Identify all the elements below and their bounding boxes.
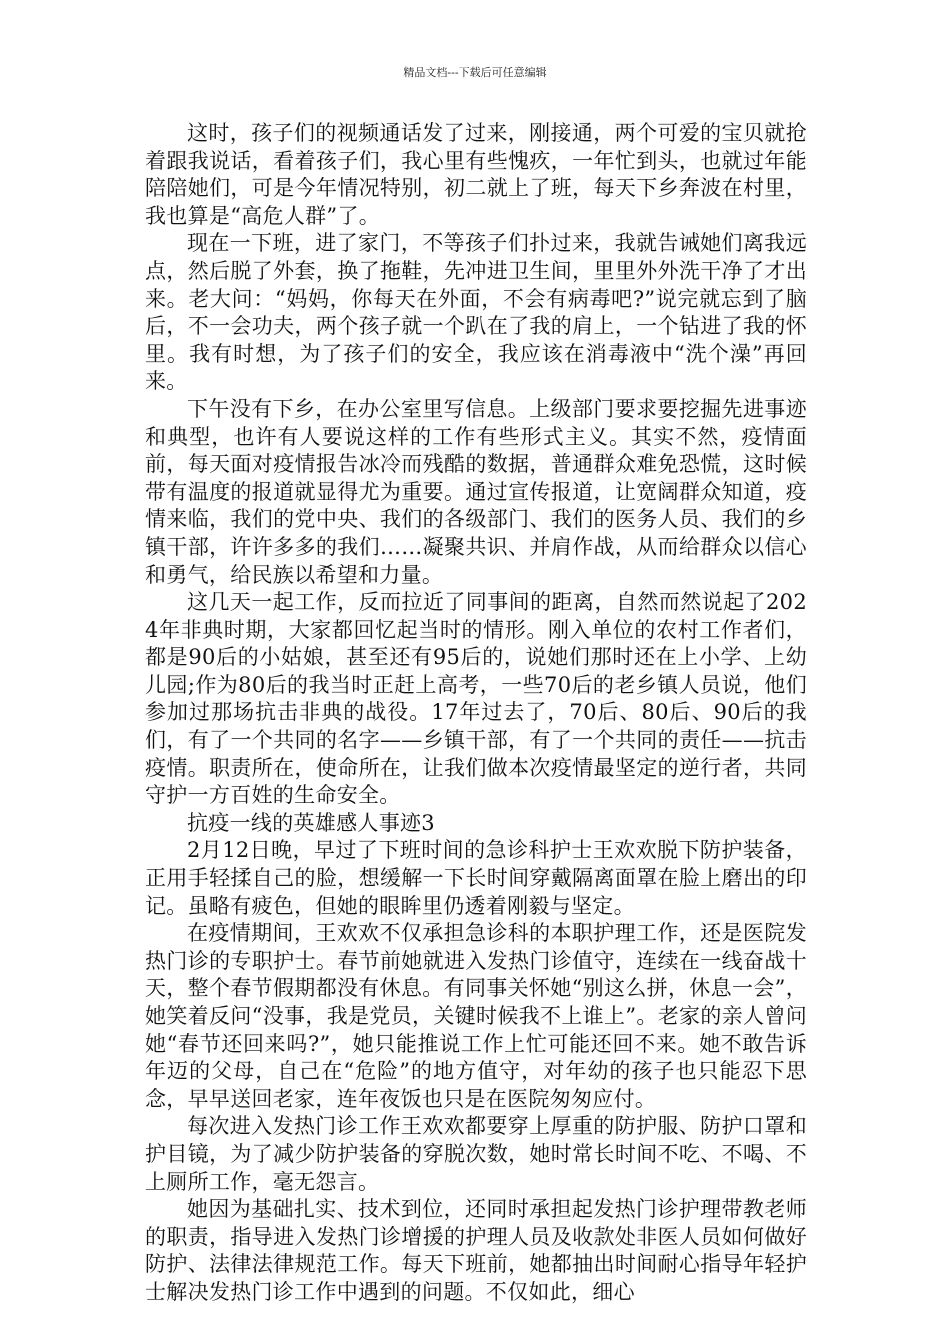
paragraph-2: 现在一下班，进了家门，不等孩子们扑过来，我就告诫她们离我远点，然后脱了外套，换了拖鞋，先冲进卫生间，里里外外洗干净了才出来。老大问：“妈妈，你每天在外面，不会有病毒吧?”说完就忘到了脑后，不一会功夫，两个孩子就一个趴在了我的肩上，一个钻进了我的怀里。我有时想，为了孩子们的安全，我应该在消毒液中“洗个澡”再回来。	[145, 231, 807, 394]
paragraph-5: 2月12日晚，早过了下班时间的急诊科护士王欢欢脱下防护装备，正用手轻揉自己的脸，想缓解一下长时间穿戴隔离面罩在脸上磨出的印记。虽略有疲色，但她的眼眸里仍透着刚毅与坚定。	[145, 838, 807, 918]
paragraph-1: 这时，孩子们的视频通话发了过来，刚接通，两个可爱的宝贝就抢着跟我说话，看着孩子们，我心里有些愧疚，一年忙到头，也就过年能陪陪她们，可是今年情况特别，初二就上了班，每天下乡奔波在村里，我也算是“高危人群”了。	[145, 121, 807, 228]
paragraph-7: 每次进入发热门诊工作王欢欢都要穿上厚重的防护服、防护口罩和护目镜，为了减少防护装备的穿脱次数，她时常长时间不吃、不喝、不上厕所工作，毫无怨言。	[145, 1114, 807, 1194]
paragraph-8: 她因为基础扎实、技术到位，还同时承担起发热门诊护理带教老师的职责，指导进入发热门诊增援的护理人员及收款处非医人员如何做好防护、法律法律规范工作。每天下班前，她都抽出时间耐心指导年轻护士解决发热门诊工作中遇到的问题。不仅如此，细心	[145, 1197, 807, 1304]
page-header: 精品文档---下载后可任意编辑	[403, 66, 547, 79]
section-heading: 抗疫一线的英雄感人事迹3	[187, 810, 435, 835]
paragraph-4: 这几天一起工作，反而拉近了同事间的距离，自然而然说起了2024年非典时期，大家都回忆起当时的情形。刚入单位的农村工作者们，都是90后的小姑娘，甚至还有95后的，说她们那时还在上小学、上幼儿园;作为80后的我当时正赶上高考，一些70后的老乡镇人员说，他们参加过那场抗击非典的战役。17年过去了，70后、80后、90后的我们，有了一个共同的名字——乡镇干部，有了一个共同的责任——抗击疫情。职责所在，使命所在，让我们做本次疫情最坚定的逆行者，共同守护一方百姓的生命安全。	[145, 590, 807, 808]
document-body	[145, 120, 807, 1307]
paragraph-3: 下午没有下乡，在办公室里写信息。上级部门要求要挖掘先进事迹和典型，也许有人要说这样的工作有些形式主义。其实不然，疫情面前，每天面对疫情报告冰冷而残酷的数据，普通群众难免恐慌，这时候带有温度的报道就显得尤为重要。通过宣传报道，让宽阔群众知道，疫情来临，我们的党中央、我们的各级部门、我们的医务人员、我们的乡镇干部，许许多多的我们……凝聚共识、并肩作战，从而给群众以信心和勇气，给民族以希望和力量。	[145, 396, 807, 587]
paragraph-6: 在疫情期间，王欢欢不仅承担急诊科的本职护理工作，还是医院发热门诊的专职护士。春节前她就进入发热门诊值守，连续在一线奋战十天，整个春节假期都没有休息。有同事关怀她“别这么拼，休息一会”，她笑着反问“没事，我是党员，关键时候我不上谁上”。老家的亲人曾问她“春节还回来吗?”，她只能推说工作上忙可能还回不来。她不敢告诉年迈的父母，自己在“危险”的地方值守，对年幼的孩子也只能忍下思念，早早送回老家，连年夜饭也只是在医院匆匆应付。	[145, 921, 807, 1111]
